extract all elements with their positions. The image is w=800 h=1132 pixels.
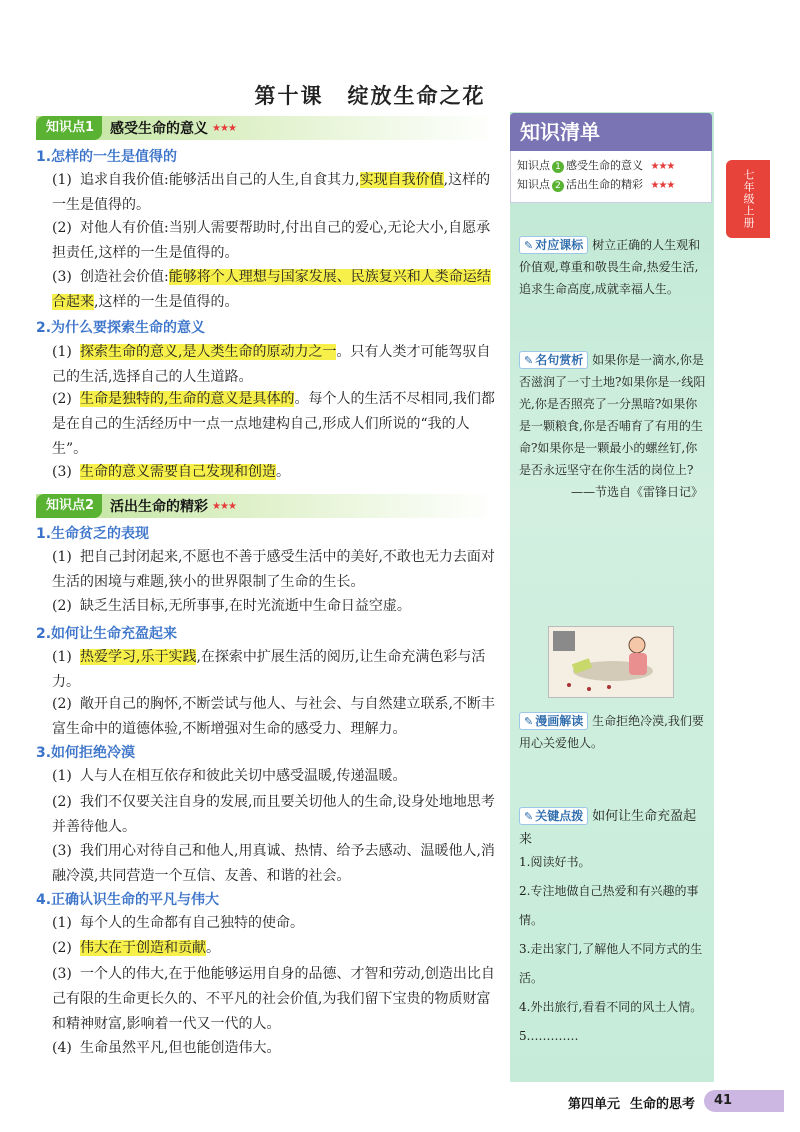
kp-tag: 知识点2 bbox=[36, 494, 102, 518]
pen-icon: ✎ bbox=[524, 239, 534, 252]
highlighted-text: 生命是独特的,生命的意义是具体的 bbox=[80, 391, 295, 407]
highlighted-text: 热爱学习,乐于实践 bbox=[80, 649, 197, 665]
lesson-number: 第十课 bbox=[254, 84, 324, 108]
keypoint-note: ✎ 关键点拨 如何让生命充盈起来 bbox=[519, 809, 697, 847]
knowledge-list bbox=[510, 151, 712, 203]
knowledge-list-item: 知识点 1 感受生命的意义 ★★★ bbox=[517, 159, 675, 172]
pen-icon: ✎ bbox=[524, 354, 534, 367]
pen-icon: ✎ bbox=[524, 715, 534, 728]
answer-item: (1) 热爱学习,乐于实践,在探索中扩展生活的阅历,让生命充满色彩与活力。 bbox=[52, 649, 486, 690]
answer-item: (3) 我们用心对待自己和他人,用真诚、热情、给予去感动、温暖他人,消融冷漠,共同营造一个互信、友善、和谐的社会。 bbox=[52, 843, 495, 884]
keypoint-item: 4.外出旅行,看看不同的风土人情。 bbox=[519, 1000, 703, 1014]
highlighted-text: 探索生命的意义,是人类生命的原动力之一 bbox=[80, 344, 337, 360]
answer-item: (3) 生命的意义需要自己发现和创造。 bbox=[52, 464, 290, 480]
answer-item: (2) 敞开自己的胸怀,不断尝试与他人、与社会、与自然建立联系,不断丰富生命中的道德体验,不断增强对生命的感受力、理解力。 bbox=[52, 696, 495, 737]
answer-item: (2) 缺乏生活目标,无所事事,在时光流逝中生命日益空虚。 bbox=[52, 598, 411, 614]
quote-badge: ✎ 名句赏析 bbox=[519, 351, 588, 369]
lesson-title bbox=[0, 80, 740, 110]
highlighted-text: 伟大在于创造和贡献 bbox=[80, 940, 206, 956]
question-heading: 3.如何拒绝冷漠 bbox=[36, 745, 136, 761]
answer-item: (2) 生命是独特的,生命的意义是具体的。每个人的生活不尽相同,我们都是在自己的生活经历中一点一点地建构自己,形成人们所说的“我的人生”。 bbox=[52, 391, 495, 457]
answer-item: (1) 探索生命的意义,是人类生命的原动力之一。只有人类才可能驾驭自己的生活,选择自己的人生道路。 bbox=[52, 344, 491, 385]
question-heading: 2.如何让生命充盈起来 bbox=[36, 626, 178, 642]
highlighted-text: 生命的意义需要自己发现和创造 bbox=[80, 464, 276, 480]
keypoint-badge: ✎ 关键点拨 bbox=[519, 807, 588, 825]
knowledge-list-item: 知识点 2 活出生命的精彩 ★★★ bbox=[517, 178, 675, 191]
grade-tab: 七年级上册 bbox=[726, 160, 770, 238]
kp-name: 活出生命的精彩 bbox=[110, 499, 209, 515]
comic-note: ✎ 漫画解读 生命拒绝冷漠,我们要用心关爱他人。 bbox=[519, 714, 704, 750]
comic-badge: ✎ 漫画解读 bbox=[519, 712, 588, 730]
comic-illustration bbox=[548, 626, 674, 698]
knowledge-point-2-banner bbox=[36, 494, 496, 518]
highlighted-text: 实现自我价值 bbox=[359, 172, 444, 188]
answer-item: (1) 人与人在相互依存和彼此关切中感受温暖,传递温暖。 bbox=[52, 768, 407, 784]
kp-tag: 知识点1 bbox=[36, 116, 102, 140]
question-heading: 4.正确认识生命的平凡与伟大 bbox=[36, 892, 220, 908]
answer-item: (1) 追求自我价值:能够活出自己的人生,自食其力,实现自我价值,这样的一生是值得的。 bbox=[52, 172, 491, 213]
answer-item: (2) 伟大在于创造和贡献。 bbox=[52, 940, 220, 956]
page-footer bbox=[568, 1093, 695, 1112]
pen-icon: ✎ bbox=[524, 810, 534, 823]
difficulty-stars: ★★★ bbox=[212, 500, 236, 512]
knowledge-list-heading: 知识清单 bbox=[510, 113, 712, 151]
comic-image bbox=[549, 627, 673, 697]
answer-item: (3) 创造社会价值:能够将个人理想与国家发展、民族复兴和人类命运结合起来,这样的一生是值得的。 bbox=[52, 269, 491, 310]
unit-title: 生命的思考 bbox=[630, 1097, 696, 1112]
keypoint-item: 2.专注地做自己热爱和有兴趣的事情。 bbox=[519, 884, 699, 927]
kp-name: 感受生命的意义 bbox=[110, 121, 209, 137]
answer-item: (2) 我们不仅要关注自身的发展,而且要关切他人的生命,设身处地地思考并善待他人。 bbox=[52, 794, 495, 835]
difficulty-stars: ★★★ bbox=[212, 122, 236, 134]
curriculum-note: ✎ 对应课标 树立正确的人生观和价值观,尊重和敬畏生命,热爱生活,追求生命高度,成就幸福人生。 bbox=[519, 238, 701, 296]
question-heading: 1.怎样的一生是值得的 bbox=[36, 149, 178, 165]
keypoint-item: 3.走出家门,了解他人不同方式的生活。 bbox=[519, 942, 703, 985]
quote-note: ✎ 名句赏析 如果你是一滴水,你是否滋润了一寸土地?如果你是一线阳光,你是否照亮了一分黑暗?如果你是一颗粮食,你是否哺育了有用的生命?如果你是一颗最小的螺丝钉,你是否永远坚守在你生活的岗位上? ——节选自《雷锋日记》 bbox=[519, 349, 709, 503]
knowledge-point-1-banner bbox=[36, 116, 496, 140]
unit-label: 第四单元 bbox=[568, 1097, 621, 1112]
answer-item: (1) 把自己封闭起来,不愿也不善于感受生活中的美好,不敢也无力去面对生活的困境与难题,狭小的世界限制了生命的生长。 bbox=[52, 549, 495, 590]
keypoint-item: 5.………… bbox=[519, 1029, 579, 1043]
highlighted-text: 能够将个人理想与国家发展、民族复兴和人类命运结合起来 bbox=[52, 269, 491, 310]
keypoint-list bbox=[519, 848, 709, 1051]
page-number: 41 bbox=[704, 1090, 784, 1112]
question-heading: 2.为什么要探索生命的意义 bbox=[36, 320, 206, 336]
answer-item: (2) 对他人有价值:当别人需要帮助时,付出自己的爱心,无论大小,自愿承担责任,这样的一生是值得的。 bbox=[52, 220, 491, 261]
curriculum-badge: ✎ 对应课标 bbox=[519, 236, 588, 254]
keypoint-item: 1.阅读好书。 bbox=[519, 855, 591, 869]
quote-source: ——节选自《雷锋日记》 bbox=[570, 485, 703, 499]
lesson-name: 绽放生命之花 bbox=[347, 84, 486, 108]
answer-item: (3) 一个人的伟大,在于他能够运用自身的品德、才智和劳动,创造出比自己有限的生命更长久的、不平凡的社会价值,为我们留下宝贵的物质财富和精神财富,影响着一代又一代的人。 bbox=[52, 966, 495, 1032]
answer-item: (1) 每个人的生命都有自己独特的使命。 bbox=[52, 915, 304, 931]
question-heading: 1.生命贫乏的表现 bbox=[36, 526, 150, 542]
answer-item: (4) 生命虽然平凡,但也能创造伟大。 bbox=[52, 1040, 281, 1056]
